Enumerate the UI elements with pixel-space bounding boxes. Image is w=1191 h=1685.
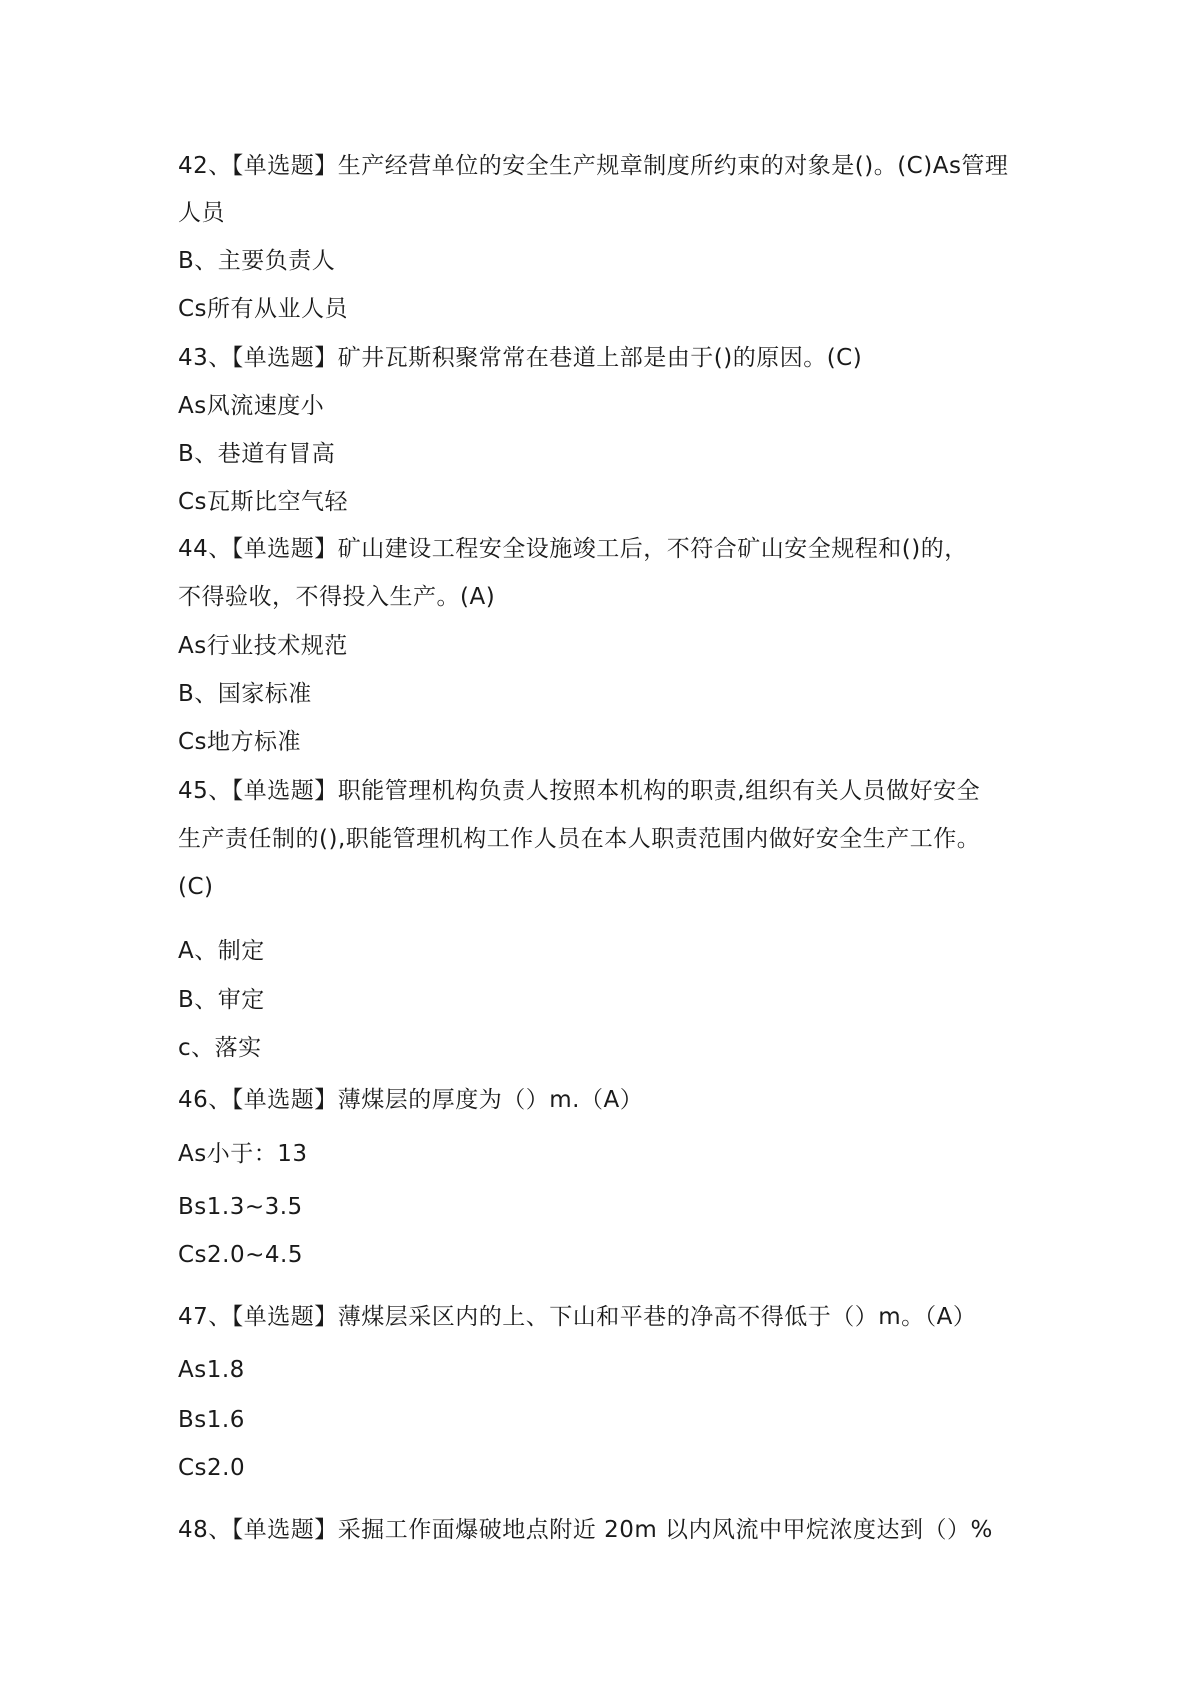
question-44-line-2: 不得验收，不得投入生产。(A) [178, 584, 496, 610]
question-46-option-c: Cs2.0~4.5 [178, 1242, 303, 1268]
question-45-option-a: A、制定 [178, 938, 265, 964]
question-44-option-c: Cs地方标准 [178, 729, 302, 755]
question-43-option-c: Cs瓦斯比空气轻 [178, 489, 349, 515]
question-47-option-a: As1.8 [178, 1357, 245, 1383]
question-45-line-2: 生产责任制的(),职能管理机构工作人员在本人职责范围内做好安全生产工作。 [178, 826, 981, 852]
question-46-option-a: As小于：13 [178, 1141, 308, 1167]
question-45-line-1: 45、【单选题】职能管理机构负责人按照本机构的职责,组织有关人员做好安全 [178, 778, 981, 804]
question-44-line-1: 44、【单选题】矿山建设工程安全设施竣工后，不符合矿山安全规程和()的， [178, 536, 968, 562]
question-47-option-c: Cs2.0 [178, 1455, 246, 1481]
question-48-stem: 48、【单选题】采掘工作面爆破地点附近 20m 以内风流中甲烷浓度达到（）% [178, 1517, 993, 1543]
question-43-option-b: B、巷道有冒高 [178, 441, 336, 467]
question-42-line-1: 42、【单选题】生产经营单位的安全生产规章制度所约束的对象是()。(C)As管理 [178, 153, 1009, 179]
question-46-option-b: Bs1.3~3.5 [178, 1194, 303, 1220]
question-47-stem: 47、【单选题】薄煤层采区内的上、下山和平巷的净高不得低于（）m。（A） [178, 1304, 977, 1330]
question-46-stem: 46、【单选题】薄煤层的厚度为（）m.（A） [178, 1087, 644, 1113]
question-44-option-a: As行业技术规范 [178, 633, 348, 659]
question-43-stem: 43、【单选题】矿井瓦斯积聚常常在巷道上部是由于()的原因。(C) [178, 345, 863, 371]
question-42-option-b: B、主要负责人 [178, 248, 336, 274]
question-45-option-c: c、落实 [178, 1035, 262, 1061]
question-47-option-b: Bs1.6 [178, 1407, 245, 1433]
question-45-option-b: B、审定 [178, 987, 265, 1013]
question-42-option-c: Cs所有从业人员 [178, 296, 349, 322]
question-43-option-a: As风流速度小 [178, 393, 325, 419]
question-44-option-b: B、国家标准 [178, 681, 312, 707]
question-42-line-2: 人员 [178, 200, 225, 226]
question-45-answer: (C) [178, 874, 214, 900]
